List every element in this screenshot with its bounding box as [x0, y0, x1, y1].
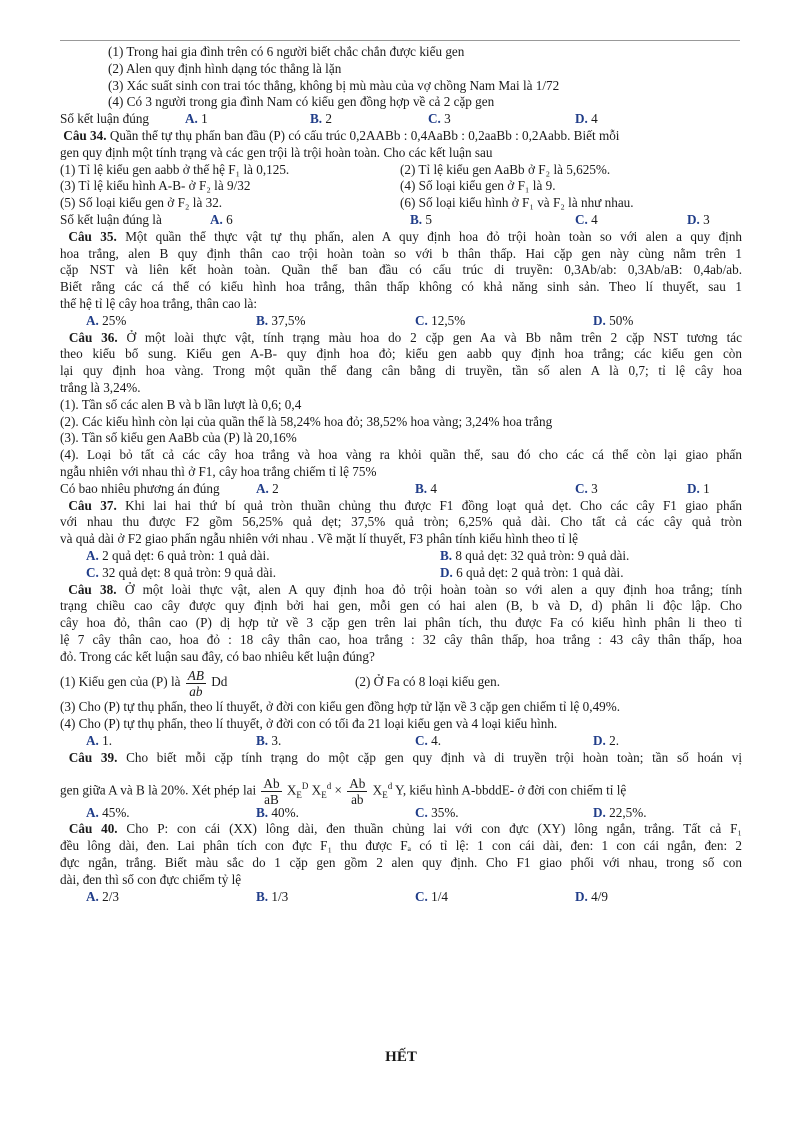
q35-option-d[interactable]: D. 50%	[593, 312, 634, 328]
q36-option-c[interactable]: C. 3	[575, 480, 598, 496]
q36-stem-1: Câu 36. Ở một loài thực vật, tính trạng màu hoa do 2 cặp gen Aa và Bb nằm trên 2 cặp NST tương tác	[68, 329, 742, 345]
q39-option-a[interactable]: A. 45%.	[86, 804, 130, 820]
q34-prompt: Số kết luận đúng là	[60, 211, 162, 227]
q33-options	[60, 111, 742, 128]
q33-option-b[interactable]: B. 2	[310, 111, 332, 127]
q33-option-a[interactable]: A. 1	[185, 111, 208, 127]
q38-stem-4: lệ 7 cây thân cao, hoa đỏ : 18 cây thân cao, hoa trắng : 32 cây thân thấp, hoa trắng : 43 cây thân thấp, hoa	[60, 631, 742, 647]
q40-stem-3: đực ngắn, trắng. Biết màu sắc do 1 cặp gen gồm 2 alen quy định. Cho F1 giao phối với nhau, trong số con	[60, 855, 742, 871]
q34-items-row-3: (5) Số loại kiểu gen ở F₂ là 32. (6) Số loại kiểu hình ở F₁ và F₂ là như nhau.	[60, 195, 634, 211]
q34-option-d[interactable]: D. 3	[687, 211, 710, 227]
q38-option-d[interactable]: D. 2.	[593, 733, 620, 749]
q40-option-c[interactable]: C. 1/4	[415, 888, 448, 904]
q34-stem-1: Câu 34. Quần thể tự thụ phấn ban đầu (P) có cấu trúc 0,2AABb : 0,4AaBb : 0,2aaBb : 0,2Aabb. Biết mỗi	[63, 127, 620, 143]
q40-stem-4: dài, đen thì số con đực chiếm tỷ lệ	[60, 871, 242, 887]
q37-option-b[interactable]: B. 8 quả dẹt: 32 quả tròn: 9 quả dài.	[440, 547, 630, 563]
q35-option-a[interactable]: A. 25%	[86, 312, 127, 328]
end-marker: HẾT	[385, 1049, 417, 1065]
exam-page	[60, 44, 743, 1065]
q35-option-b[interactable]: B. 37,5%	[256, 312, 306, 328]
q35-stem-3: cặp NST và liên kết hoàn toàn. Quần thể ban đầu có cấu trúc di truyền: 0,3Ab/ab: 0,3Ab/aB: 0,4ab/ab.	[60, 262, 742, 278]
q38-items-1-2: (1) Kiểu gen của (P) là $\frac{AB}{ab}$ Dd (2) Ở Fa có 8 loại kiểu gen.	[60, 667, 501, 699]
q33-item-4: (4) Có 3 người trong gia đình Nam có kiểu gen đồng hợp về cả 2 cặp gen	[108, 94, 495, 110]
q36-item-4: (4). Loại bỏ tất cả các cây hoa trắng và hoa vàng ra khỏi quần thể, sau đó cho các cá thể còn lại giao phấn	[60, 447, 742, 463]
q35-option-c[interactable]: C. 12,5%	[415, 312, 466, 328]
q37-options-row-1	[60, 548, 742, 565]
q40-option-d[interactable]: D. 4/9	[575, 888, 608, 904]
q36-item-3: (3). Tần số kiểu gen AaBb của (P) là 20,16%	[60, 430, 297, 446]
q38-option-a[interactable]: A. 1.	[86, 733, 113, 749]
q36-stem-3: lại quy định hoa vàng. Trong một quần thể đang cân bằng di truyền, tần số alen A là 0,7; tỉ lệ cây hoa	[60, 363, 742, 379]
q37-option-c[interactable]: C. 32 quả dẹt: 8 quả tròn: 9 quả dài.	[86, 564, 277, 580]
q36-stem-4: trắng là 3,24%.	[60, 379, 141, 395]
q34-number: Câu 34.	[63, 127, 107, 143]
q34-stem-2: gen quy định một tính trạng và các gen trội là trội hoàn toàn. Cho các kết luận sau	[60, 144, 493, 160]
q39-fraction-2: $\frac{Ab}{ab}$	[349, 775, 366, 807]
q35-stem-1: Câu 35. Một quần thể thực vật tự thụ phấn, alen A quy định hoa đỏ trội hoàn toàn so với alen a quy định	[68, 228, 743, 244]
q39-fraction-1: $\frac{Ab}{aB}$	[263, 775, 280, 807]
q39-options	[60, 805, 742, 822]
q36-item-2: (2). Các kiểu hình còn lại của quần thể là 58,24% hoa đỏ; 38,52% hoa vàng; 3,24% hoa trắng	[60, 413, 553, 429]
q34-option-c[interactable]: C. 4	[575, 211, 598, 227]
q33-item-1: (1) Trong hai gia đình trên có 6 người biết chắc chắn được kiểu gen	[108, 44, 465, 59]
q39-stem-2: gen giữa A và B là 20%. Xét phép lai $\frac{Ab}{aB}$ $X_E^D$ $X_E^d$ × $\frac{Ab}{ab}$ $X_E^d$ Y, kiểu hình A-bbddE- ở đời con chiếm tỉ lệ	[60, 775, 627, 807]
q38-item-3: (3) Cho (P) tự thụ phấn, theo lí thuyết, ở đời con kiểu gen đồng hợp tử lặn về 3 cặp gen chiếm tỉ lệ 0,49%.	[60, 699, 621, 715]
q36-options	[60, 481, 742, 498]
q33-item-3: (3) Xác suất sinh con trai tóc thẳng, không bị mù màu của vợ chồng Nam Mai là 1/72	[108, 77, 560, 93]
q33-prompt: Số kết luận đúng	[60, 111, 150, 127]
q37-stem-1: Câu 37. Khi lai hai thứ bí quả tròn thuần chủng thu được F1 đồng loạt quả dẹt. Cho các cây F1 giao phấn	[68, 497, 743, 513]
q38-stem-2: trạng chiều cao cây được quy định bởi hai gen, mỗi gen có hai alen (B, b và D, d) phân li độc lập. Cho	[60, 598, 742, 614]
q38-option-c[interactable]: C. 4.	[415, 733, 442, 749]
q36-option-a[interactable]: A. 2	[256, 480, 279, 496]
q34-options	[60, 212, 742, 229]
q37-option-a[interactable]: A. 2 quả dẹt: 6 quả tròn: 1 quả dài.	[86, 547, 270, 563]
q37-options-row-2	[60, 565, 742, 582]
q38-stem-1: Câu 38. Ở một loài thực vật, alen A quy định hoa đỏ trội hoàn toàn so với alen a quy định hoa trắng; tính	[68, 581, 743, 597]
q40-stem-2: đều lông dài, đen. Lai phân tích con đực F₁ thu được Fₐ có tỉ lệ: 1 con cái dài, đen: 1 con cái ngắn, đen: 2	[60, 838, 742, 854]
q38-options	[60, 733, 742, 750]
q38-stem-3: cây hoa đỏ, thân cao (P) dị hợp tử về 3 cặp gen trên lai phân tích, thu được Fa có kiểu hình phân li theo tỉ	[60, 615, 742, 631]
q36-option-b[interactable]: B. 4	[415, 480, 437, 496]
q37-stem-3: và quả dài ở F2 giao phấn ngẫu nhiên với nhau . Về mặt lí thuyết, F3 phân tính kiểu hình theo tỉ lệ	[60, 531, 579, 547]
q40-option-a[interactable]: A. 2/3	[86, 888, 119, 904]
q34-option-b[interactable]: B. 5	[410, 211, 432, 227]
q39-stem-1: Câu 39. Cho biết mỗi cặp tính trạng do một cặp gen quy định và di truyền trội hoàn toàn; tần số hoán vị	[68, 749, 743, 765]
q36-option-d[interactable]: D. 1	[687, 480, 710, 496]
q36-stem-2: theo kiểu bổ sung. Kiểu gen A-B- quy định hoa đỏ; kiểu gen aabb quy định hoa trắng; các kiểu gen còn	[60, 346, 742, 362]
q35-stem-2: hoa trắng, alen B quy định thân cao trội hoàn toàn so với b thân thấp. Hai cặp gen này cùng nằm trên 1	[60, 245, 742, 261]
q37-stem-2: với nhau thu được F2 gồm 56,25% quả dẹt; 37,5% quả tròn; 6,25% quả dài. Cho tất cả các cây quả tròn	[60, 514, 742, 530]
q33-option-c[interactable]: C. 3	[428, 111, 451, 127]
top-rule	[60, 40, 740, 41]
q40-stem-1: Câu 40. Cho P: con cái (XX) lông dài, đen thuần chủng lai với con đực (XY) lông ngắn, trắng. Tất cả F₁	[68, 821, 743, 837]
q40-option-b[interactable]: B. 1/3	[256, 888, 289, 904]
q39-option-b[interactable]: B. 40%.	[256, 804, 299, 820]
q36-item-4-cont: ngẫu nhiên với nhau thì ở F1, cây hoa trắng chiếm tỉ lệ 75%	[60, 463, 377, 479]
q39-option-d[interactable]: D. 22,5%.	[593, 804, 647, 820]
q39-option-c[interactable]: C. 35%.	[415, 804, 459, 820]
q40-options	[60, 889, 742, 906]
q36-item-1: (1). Tần số các alen B và b lần lượt là 0,6; 0,4	[60, 396, 302, 412]
q33-option-d[interactable]: D. 4	[575, 111, 598, 127]
q38-option-b[interactable]: B. 3.	[256, 733, 282, 749]
q38-genotype-fraction: $\frac{AB}{ab}$	[187, 667, 204, 699]
q37-option-d[interactable]: D. 6 quả dẹt: 2 quả tròn: 1 quả dài.	[440, 564, 624, 580]
q35-stem-4: Biết rằng các cá thể có kiểu hình hoa trắng, thân thấp không có khả năng sinh sản. Theo lí thuyết, sau 1	[60, 279, 742, 295]
q34-items-row-1: (1) Tỉ lệ kiểu gen aabb ở thế hệ F₁ là 0,125. (2) Tỉ lệ kiểu gen AaBb ở F₂ là 5,625%.	[60, 161, 611, 177]
q36-prompt: Có bao nhiêu phương án đúng	[60, 480, 220, 496]
q34-option-a[interactable]: A. 6	[210, 211, 233, 227]
q33-item-2: (2) Alen quy định hình dạng tóc thẳng là lặn	[108, 60, 342, 76]
q38-stem-5: đỏ. Trong các kết luận sau đây, có bao nhiêu kết luận đúng?	[60, 648, 375, 664]
q38-item-4: (4) Cho (P) tự thụ phấn, theo lí thuyết, ở đời con có tối đa 21 loại kiểu gen và 4 loại kiểu hình.	[60, 716, 558, 732]
q35-options	[60, 313, 742, 330]
q34-items-row-2: (3) Tỉ lệ kiểu hình A-B- ở F₂ là 9/32 (4) Số loại kiểu gen ở F₁ là 9.	[60, 178, 556, 194]
q35-stem-5: thế hệ tỉ lệ cây hoa trắng, thân cao là:	[60, 295, 257, 311]
